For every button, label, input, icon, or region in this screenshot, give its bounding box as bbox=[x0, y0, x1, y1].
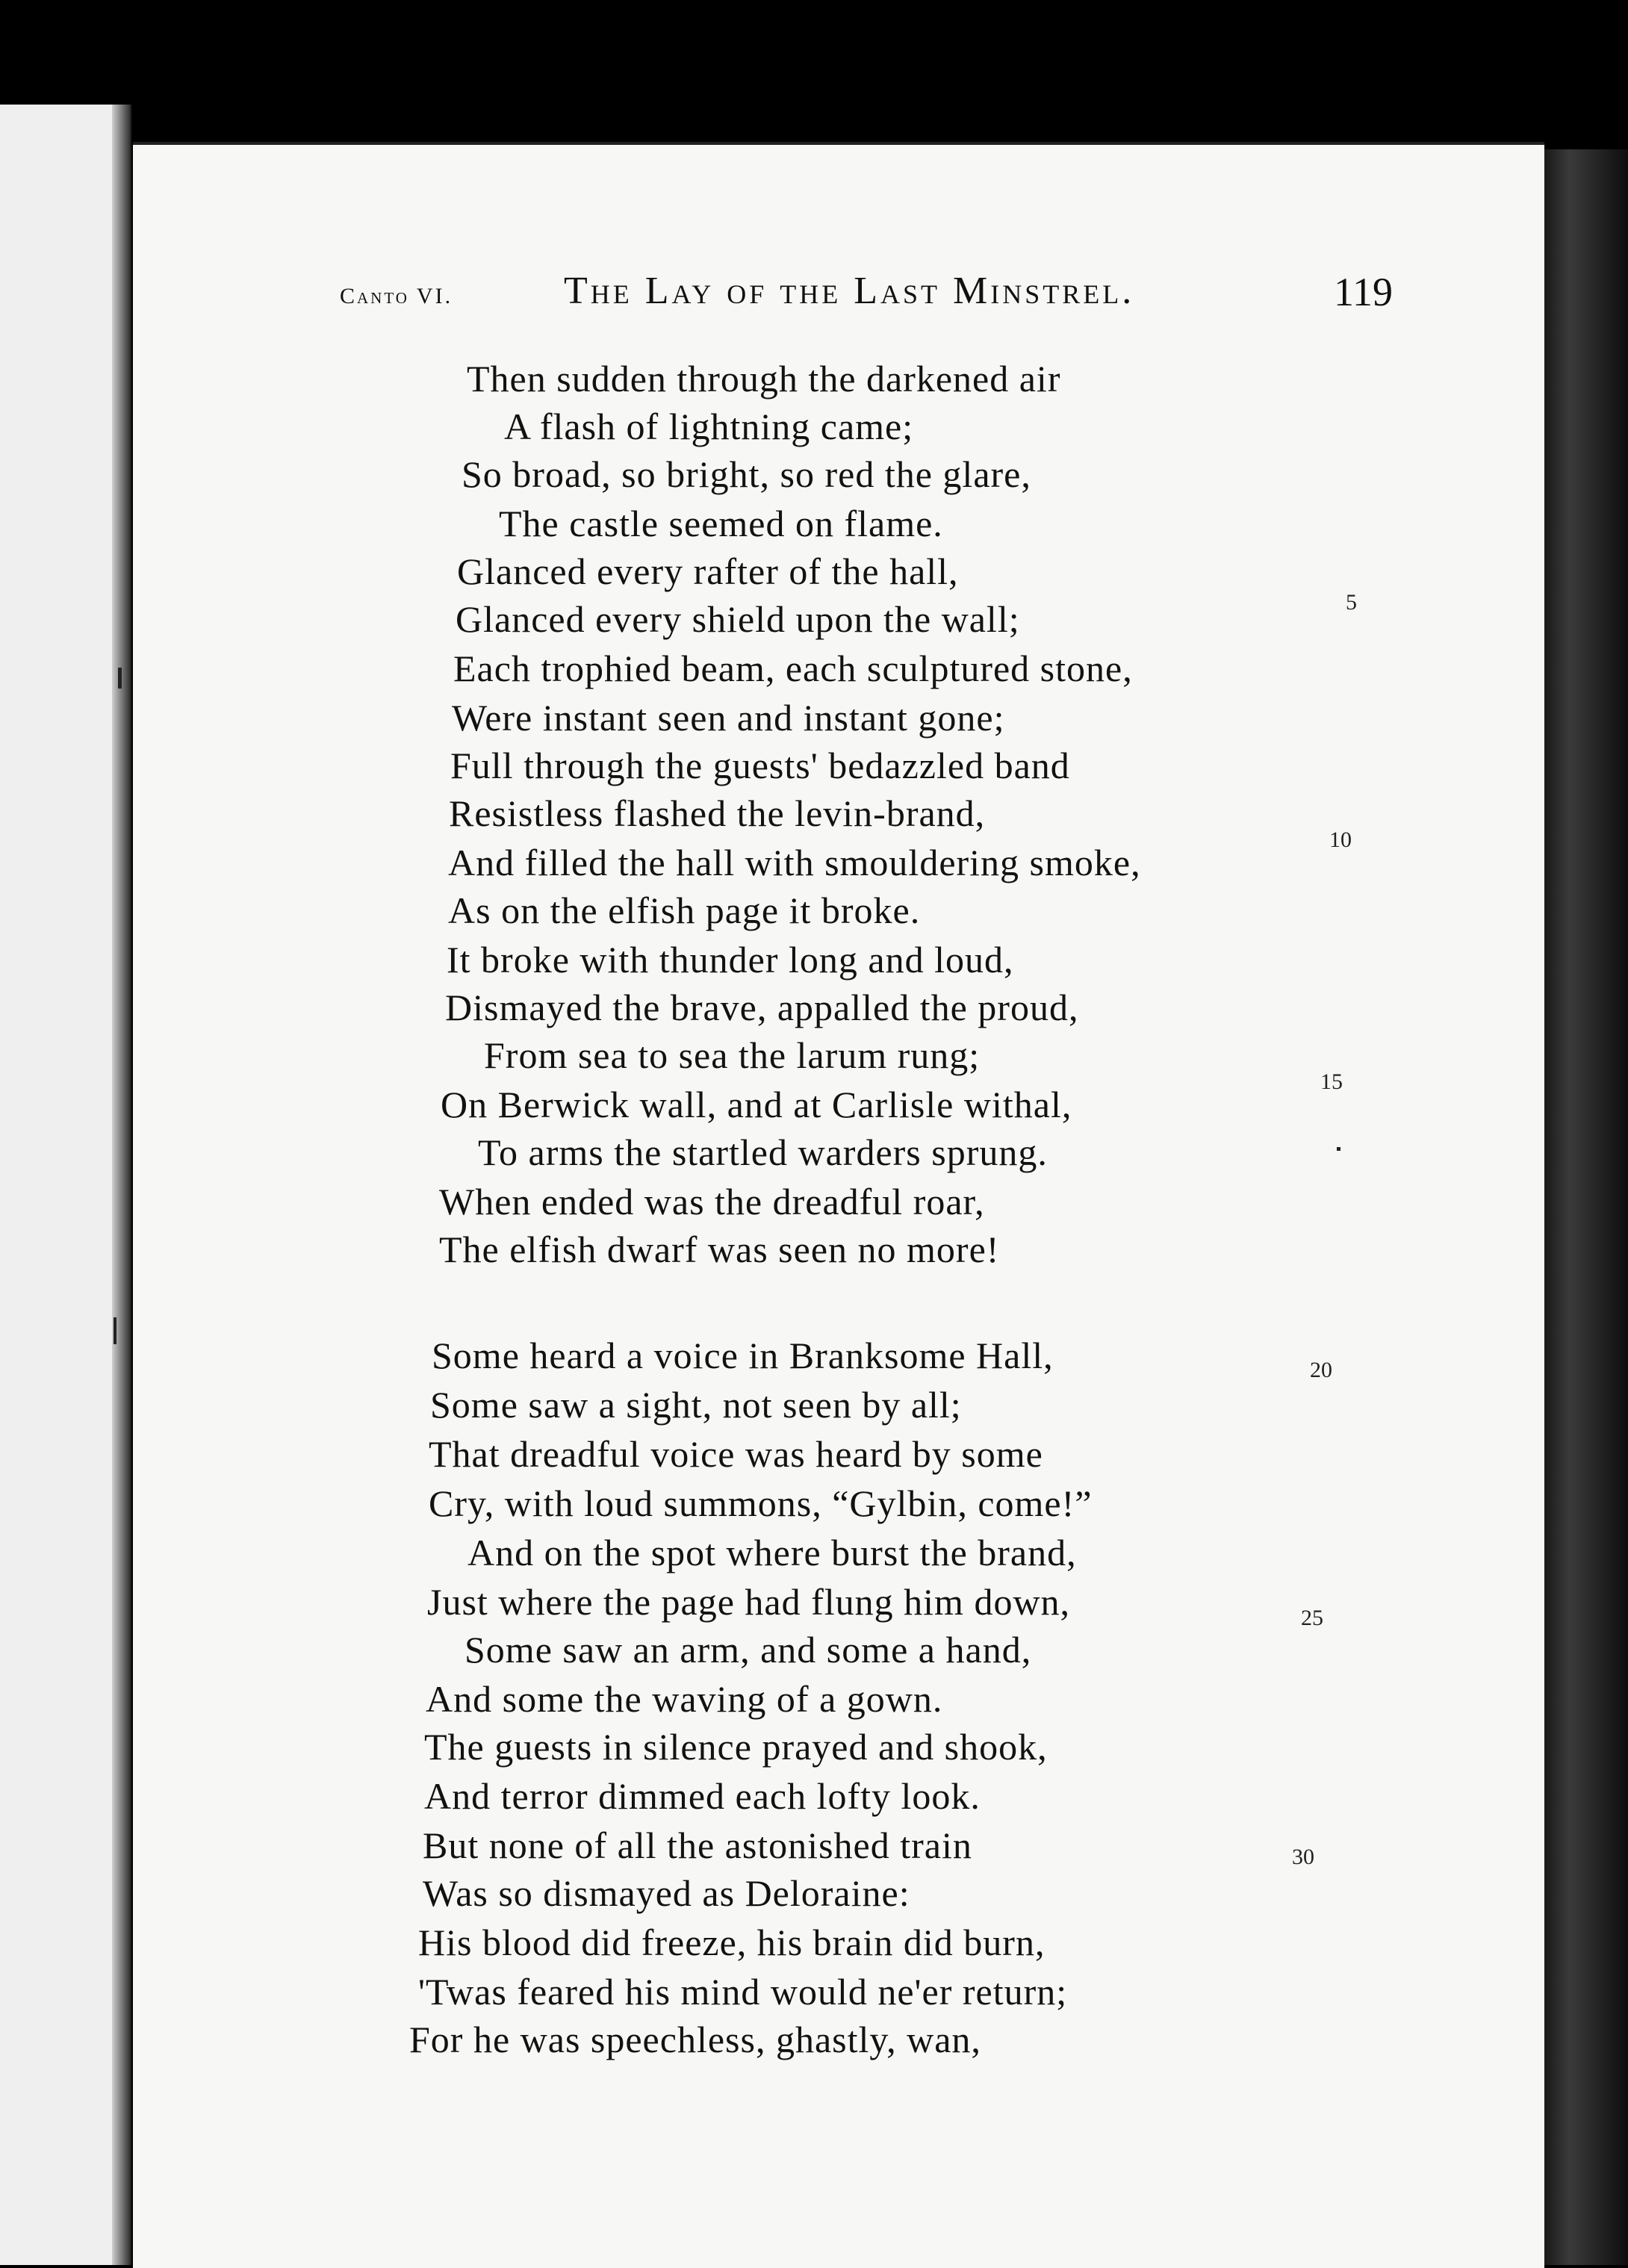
line-number: 30 bbox=[1292, 1845, 1314, 1869]
line-number: 20 bbox=[1310, 1358, 1332, 1382]
verse-line: Each trophied beam, each sculptured stone, bbox=[453, 647, 1133, 689]
verse-line: Glanced every shield upon the wall; bbox=[456, 598, 1020, 640]
book-title: The Lay of the Last Minstrel. bbox=[564, 270, 1135, 312]
line-number: 25 bbox=[1301, 1606, 1323, 1630]
verse-line: Some saw an arm, and some a hand, bbox=[465, 1629, 1032, 1671]
verse-line: The castle seemed on flame. bbox=[499, 503, 943, 544]
verse-line: A flash of lightning came; bbox=[504, 406, 914, 447]
verse-line: Some saw a sight, not seen by all; bbox=[430, 1384, 962, 1426]
verse-line: The guests in silence prayed and shook, bbox=[424, 1726, 1048, 1768]
verse-line: From sea to sea the larum rung; bbox=[484, 1034, 981, 1076]
verse-line: Were instant seen and instant gone; bbox=[452, 697, 1005, 739]
verse-line: On Berwick wall, and at Carlisle withal, bbox=[441, 1084, 1072, 1125]
verse-line: Cry, with loud summons, “Gylbin, come!” bbox=[429, 1482, 1093, 1524]
verse-line: 'Twas feared his mind would ne'er return; bbox=[418, 1971, 1068, 2013]
verse-line: Then sudden through the darkened air bbox=[467, 358, 1061, 400]
verse-line: When ended was the dreadful roar, bbox=[439, 1181, 985, 1222]
verse-line: Full through the guests' bedazzled band bbox=[450, 745, 1070, 786]
verse-line: Just where the page had flung him down, bbox=[427, 1581, 1071, 1623]
verse-line: Dismayed the brave, appalled the proud, bbox=[445, 987, 1079, 1028]
verse-line: And terror dimmed each lofty look. bbox=[424, 1775, 981, 1817]
verse-line: That dreadful voice was heard by some bbox=[429, 1433, 1043, 1475]
line-number: 10 bbox=[1329, 827, 1352, 852]
line-number: 5 bbox=[1346, 590, 1357, 615]
verse-line: Some heard a voice in Branksome Hall, bbox=[432, 1335, 1054, 1376]
verse-line: For he was speechless, ghastly, wan, bbox=[409, 2019, 981, 2060]
verse-line: The elfish dwarf was seen no more! bbox=[439, 1228, 1000, 1270]
verse-line: But none of all the astonished train bbox=[423, 1824, 972, 1866]
verse-line: And on the spot where burst the brand, bbox=[467, 1532, 1077, 1573]
verse-line: And some the waving of a gown. bbox=[426, 1678, 943, 1720]
line-number: 15 bbox=[1320, 1069, 1343, 1094]
verse-line: Was so dismayed as Deloraine: bbox=[423, 1872, 910, 1914]
verse-line: Resistless flashed the levin-brand, bbox=[449, 792, 986, 834]
verse-line: His blood did freeze, his brain did burn, bbox=[418, 1921, 1046, 1963]
verse-line: To arms the startled warders sprung. bbox=[478, 1131, 1048, 1173]
page-number: 119 bbox=[1334, 270, 1393, 314]
verse-line: Glanced every rafter of the hall, bbox=[457, 550, 959, 592]
verse-line: So broad, so bright, so red the glare, bbox=[462, 453, 1031, 495]
verse-line: As on the elfish page it broke. bbox=[448, 889, 921, 931]
canto-label: Canto VI. bbox=[340, 284, 453, 308]
verse-line: And filled the hall with smouldering smoke, bbox=[448, 842, 1141, 883]
verse-line: It broke with thunder long and loud, bbox=[447, 939, 1014, 981]
